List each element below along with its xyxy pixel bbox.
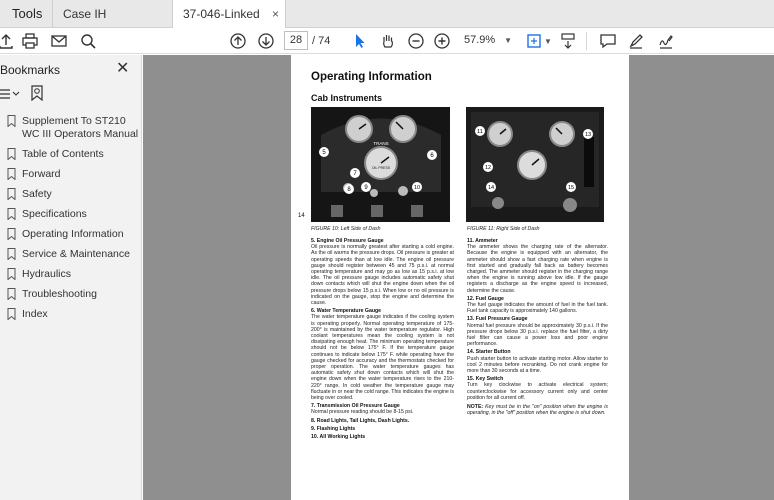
tab-document-2-active[interactable] bbox=[172, 0, 286, 29]
section-body: The fuel gauge indicates the amount of fuel in the fuel tank. Fuel tank capacity is approximately 140 gallons. bbox=[467, 302, 608, 315]
callout-9: 9 bbox=[364, 185, 368, 191]
toolbar bbox=[0, 28, 774, 54]
callout-8: 8 bbox=[347, 187, 351, 193]
callout-6: 6 bbox=[430, 153, 434, 159]
bookmark-icon bbox=[7, 188, 16, 200]
bookmark-index[interactable] bbox=[0, 308, 142, 321]
section-heading: 15. Key Switch bbox=[467, 376, 504, 383]
tab-close-icon[interactable]: × bbox=[271, 7, 279, 21]
print-icon[interactable] bbox=[20, 31, 40, 51]
bookmark-icon bbox=[7, 115, 16, 127]
bookmark-label: Hydraulics bbox=[22, 268, 72, 280]
bookmark-icon bbox=[7, 168, 16, 180]
gauge-label-oil-press: OIL PRESS bbox=[371, 166, 391, 170]
section-body: The ammeter shows the charging rate of the alternator. Because the engine is equipped with an alternator, the ammeter should show a fast charging rate when engine is first started and gradually fall back as battery becomes charged. The ammeter should register in the charging range when the engine is running above low idle. If the gauge registers a discharge as the engine speed is increased, determine the cause. bbox=[467, 244, 608, 294]
section-heading: 5. Engine Oil Pressure Gauge bbox=[311, 238, 384, 244]
bookmark-icon bbox=[7, 148, 16, 160]
bookmarks-title: Bookmarks bbox=[0, 63, 61, 77]
section-heading: 14. Starter Button bbox=[467, 349, 511, 356]
bookmark-specifications[interactable] bbox=[0, 208, 142, 221]
hand-tool-icon[interactable] bbox=[378, 31, 398, 51]
section-heading: 7. Transmission Oil Pressure Gauge bbox=[311, 403, 400, 410]
left-dash-photo bbox=[311, 107, 450, 222]
tab-document-1[interactable] bbox=[52, 0, 172, 28]
toolbar-separator bbox=[586, 32, 587, 50]
section-body: Normal fuel pressure should be approximately 30 p.s.i. If the pressure drops below 30 p.s.i. replace the fuel filter, a dirty fuel filter can cause a power loss and poor engine performance. bbox=[467, 322, 608, 348]
search-icon[interactable] bbox=[78, 31, 98, 51]
callout-10: 10 bbox=[413, 185, 421, 191]
page-title: Operating Information bbox=[311, 71, 432, 83]
page-total: / 74 bbox=[312, 35, 331, 47]
callout-15: 15 bbox=[567, 185, 575, 191]
document-viewer[interactable] bbox=[143, 55, 774, 500]
note-label: NOTE: bbox=[467, 404, 484, 411]
bookmark-label: Index bbox=[22, 308, 48, 320]
sign-icon[interactable] bbox=[656, 31, 676, 51]
bookmark-label: Specifications bbox=[22, 208, 87, 220]
select-cursor-icon[interactable] bbox=[350, 31, 370, 51]
fit-dropdown-icon[interactable]: ▼ bbox=[544, 36, 552, 46]
section-heading: 6. Water Temperature Gauge bbox=[311, 308, 382, 315]
zoom-select[interactable] bbox=[456, 31, 516, 50]
right-dash-photo bbox=[466, 107, 604, 222]
callout-13: 13 bbox=[584, 132, 592, 138]
bookmarks-panel bbox=[0, 55, 142, 500]
callout-14: 14 bbox=[487, 185, 495, 191]
bookmark-icon bbox=[7, 228, 16, 240]
upload-icon[interactable] bbox=[0, 31, 16, 51]
section-heading: 13. Fuel Pressure Gauge bbox=[467, 316, 528, 323]
bookmark-icon bbox=[7, 208, 16, 220]
callout-12: 12 bbox=[484, 165, 492, 171]
note-text: Key must be in the "on" position when the engine is operating, in the "off" position when the engine is shut down. bbox=[467, 404, 608, 417]
tab-document-2-label: 37-046-Linked bbox=[183, 7, 260, 21]
section-body: Turn key clockwise to activate electrical system; counterclockwise for accessory current only and center position for all current off. bbox=[467, 382, 608, 401]
page-number: 14 bbox=[298, 213, 305, 219]
gauge-label-trans: TRANS bbox=[373, 141, 389, 146]
bookmark-label: Service & Maintenance bbox=[22, 248, 130, 260]
text-column-left bbox=[311, 236, 454, 440]
text-column-right bbox=[467, 236, 608, 416]
zoom-in-icon[interactable] bbox=[432, 31, 452, 51]
tab-bar bbox=[0, 0, 774, 28]
zoom-out-icon[interactable] bbox=[406, 31, 426, 51]
bookmark-label: Safety bbox=[22, 188, 52, 200]
callout-11: 11 bbox=[477, 129, 483, 135]
scroll-mode-icon[interactable] bbox=[558, 31, 578, 51]
email-icon[interactable] bbox=[49, 31, 69, 51]
section-heading: 9. Flashing Lights bbox=[311, 425, 356, 432]
tab-document-1-label: Case IH bbox=[63, 7, 107, 21]
bookmark-hydraulics[interactable] bbox=[0, 268, 142, 281]
page-number-input[interactable]: 28 bbox=[284, 31, 308, 50]
left-dash-illustration bbox=[311, 107, 450, 222]
highlight-pen-icon[interactable] bbox=[626, 31, 646, 51]
close-icon[interactable]: ✕ bbox=[116, 60, 130, 77]
figure-caption-right: FIGURE 11: Right Side of Dash bbox=[467, 226, 540, 232]
section-heading: 12. Fuel Gauge bbox=[467, 295, 504, 302]
zoom-value: 57.9% bbox=[464, 34, 496, 46]
bookmark-search-icon[interactable] bbox=[30, 85, 44, 106]
bookmark-icon bbox=[7, 308, 16, 320]
bookmarks-list bbox=[0, 115, 142, 328]
page-subtitle: Cab Instruments bbox=[311, 93, 383, 103]
comment-icon[interactable] bbox=[598, 31, 618, 51]
right-dash-illustration bbox=[466, 107, 604, 222]
bookmark-table-of-contents[interactable] bbox=[0, 148, 142, 161]
bookmarks-tools bbox=[0, 83, 142, 105]
bookmark-icon bbox=[7, 268, 16, 280]
section-heading: 11. Ammeter bbox=[467, 238, 498, 244]
bookmark-label: Forward bbox=[22, 168, 61, 180]
section-body: Normal pressure reading should be 8-15 psi. bbox=[311, 409, 414, 416]
note bbox=[467, 404, 608, 416]
callout-7: 7 bbox=[353, 171, 357, 177]
bookmark-service-maintenance[interactable] bbox=[0, 248, 142, 261]
bookmark-label: Table of Contents bbox=[22, 148, 104, 160]
bookmark-troubleshooting[interactable] bbox=[0, 288, 142, 301]
chevron-down-icon: ▼ bbox=[504, 36, 512, 45]
bookmark-safety[interactable] bbox=[0, 188, 142, 201]
fit-page-icon[interactable] bbox=[524, 31, 544, 51]
bookmark-icon bbox=[7, 248, 16, 260]
section-body: The water temperature gauge indicates if the cooling system is operating properly. Normal operating temperature of 175-200° is maintained by the water temperature regulator. High coolant temperatures mean the cooling system is not dissipating enough heat. The minimum operating temperature should not be below 175° F. If the temperature gauge continues to indicate below 175° F. while operating have the gauge checked for accuracy and the thermostats checked for proper operation. The water temperature gauges has automatic safety shut down contacts which will shut the engine down when the water temperature rises to the 210-220° range. In cold weather the temperature gauge may fluctuate in or near the cold range. This indicates the engine is being over cooled. bbox=[311, 314, 454, 402]
bookmark-forward[interactable] bbox=[0, 168, 142, 181]
bookmark-supplement[interactable] bbox=[0, 115, 142, 141]
tab-tools[interactable]: Tools bbox=[12, 6, 43, 21]
bookmark-label: Troubleshooting bbox=[22, 288, 97, 300]
section-body: Oil pressure is normally greatest after starting a cold engine. As the oil warms the pressure drops. Oil pressure is greater at operating speeds than at low idle. The engine oil pressure gauge should register between 45 and 75 p.s.i. at normal operating temperature and may go as low as 15 p.s.i. at low idle. The oil pressure gauge includes automatic safety shut down contacts which will shut the engine down when the oil pressure drops below 15 p.s.i. When low or no oil pressure is indicated on the gauge, stop the engine and determine the cause. bbox=[311, 244, 454, 307]
previous-page-icon[interactable] bbox=[228, 31, 248, 51]
bookmark-operating-information[interactable] bbox=[0, 228, 142, 241]
bookmark-label: Supplement To ST210 WC III Operators Manual bbox=[22, 115, 139, 140]
figure-caption-left: FIGURE 10: Left Side of Dash bbox=[311, 226, 381, 232]
bookmark-label: Operating Information bbox=[22, 228, 124, 240]
pdf-page bbox=[291, 55, 629, 500]
bookmark-icon bbox=[7, 288, 16, 300]
bookmark-options-icon[interactable] bbox=[0, 87, 20, 106]
section-body: Push starter button to activate starting motor. Allow starter to cool 2 minutes before recranking. Do not crank engine for more than 30 seconds at a time. bbox=[467, 355, 608, 375]
callout-5: 5 bbox=[322, 150, 326, 156]
section-heading: 10. All Working Lights bbox=[311, 434, 366, 441]
next-page-icon[interactable] bbox=[256, 31, 276, 51]
section-heading: 8. Road Lights, Tail Lights, Dash Lights. bbox=[311, 417, 410, 424]
